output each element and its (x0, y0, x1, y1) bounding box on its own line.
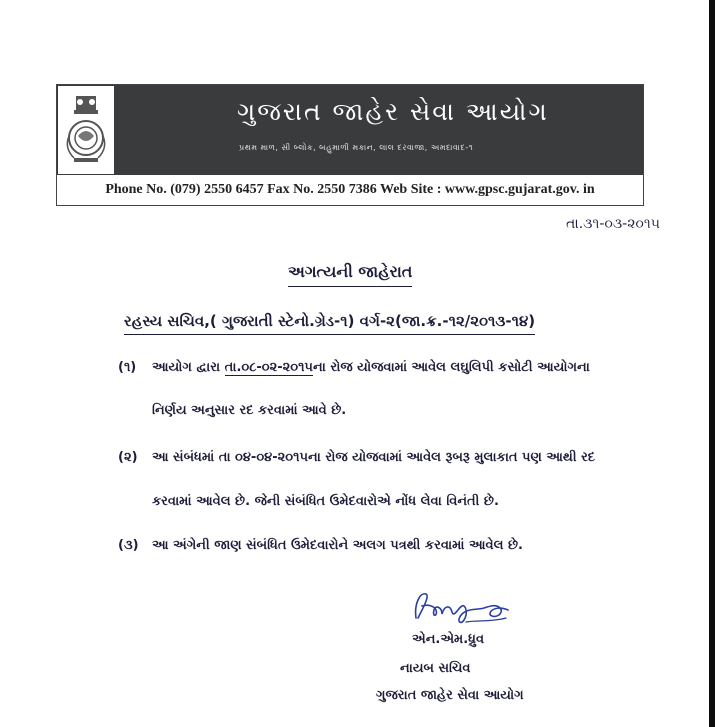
letterhead (56, 84, 644, 206)
signatory-name: એન.એમ.ધ્રુવ (412, 632, 485, 647)
paragraph-text: ના રોજ યોજવામાં આવેલ લઘુલિપી કસોટી આયોગના (312, 360, 590, 375)
paragraph-number: (૧) (118, 360, 137, 375)
organization-name: ગુજરાત જાહેર સેવા આયોગ (237, 97, 549, 126)
letterhead-banner (57, 85, 643, 175)
signatory-organization: ગુજરાત જાહેર સેવા આયોગ (376, 688, 524, 703)
state-emblem-icon (58, 86, 114, 174)
paragraph-text: આયોગ દ્વારા (152, 360, 225, 375)
organization-address: પ્રથમ માળ, સી બ્લોક, બહુમાળી મકાન, લાલ દરવાજા, અમદાવાદ-૧ (239, 143, 474, 152)
paragraph-2 (118, 450, 595, 465)
notice-subject: રહસ્ય સચિવ,( ગુજરાતી સ્ટેનો.ગ્રેડ-૧) વર્ગ-૨(જા.ક્ર.-૧૨/૨૦૧૩-૧૪) (124, 312, 535, 335)
paragraph-1 (118, 360, 590, 375)
contact-line: Phone No. (079) 2550 6457 Fax No. 2550 7386 Web Site : www.gpsc.gujarat.gov. in (105, 182, 595, 197)
paragraph-2-continuation: કરવામાં આવેલ છે. જેની સંબંધિત ઉમેદવારોએ નોંધ લેવા વિનંતી છે. (152, 494, 499, 509)
exam-date: તા.૦૮-૦૨-૨૦૧૫ (224, 360, 313, 375)
notice-title: અગત્યની જાહેરાત (288, 262, 412, 287)
paragraph-1-continuation: નિર્ણય અનુસાર રદ કરવામાં આવે છે. (152, 403, 347, 418)
handwritten-signature (408, 584, 518, 630)
signatory-designation: નાયબ સચિવ (400, 661, 471, 676)
paragraph-number: (૨) (118, 450, 138, 465)
paragraph-number: (૩) (118, 538, 139, 553)
paragraph-3 (118, 538, 523, 553)
paragraph-text: આ અંગેની જાણ સંબંધિત ઉમેદવારોને અલગ પત્રથી કરવામાં આવેલ છે. (152, 538, 523, 553)
document-date: તા.૩૧-૦૩-૨૦૧૫ (566, 216, 660, 232)
scan-edge (709, 0, 715, 727)
paragraph-text: આ સંબંધમાં તા ૦૪-૦૪-૨૦૧૫ના રોજ યોજવામાં આવેલ રૂબરૂ મુલાકાત પણ આથી રદ (152, 450, 596, 465)
